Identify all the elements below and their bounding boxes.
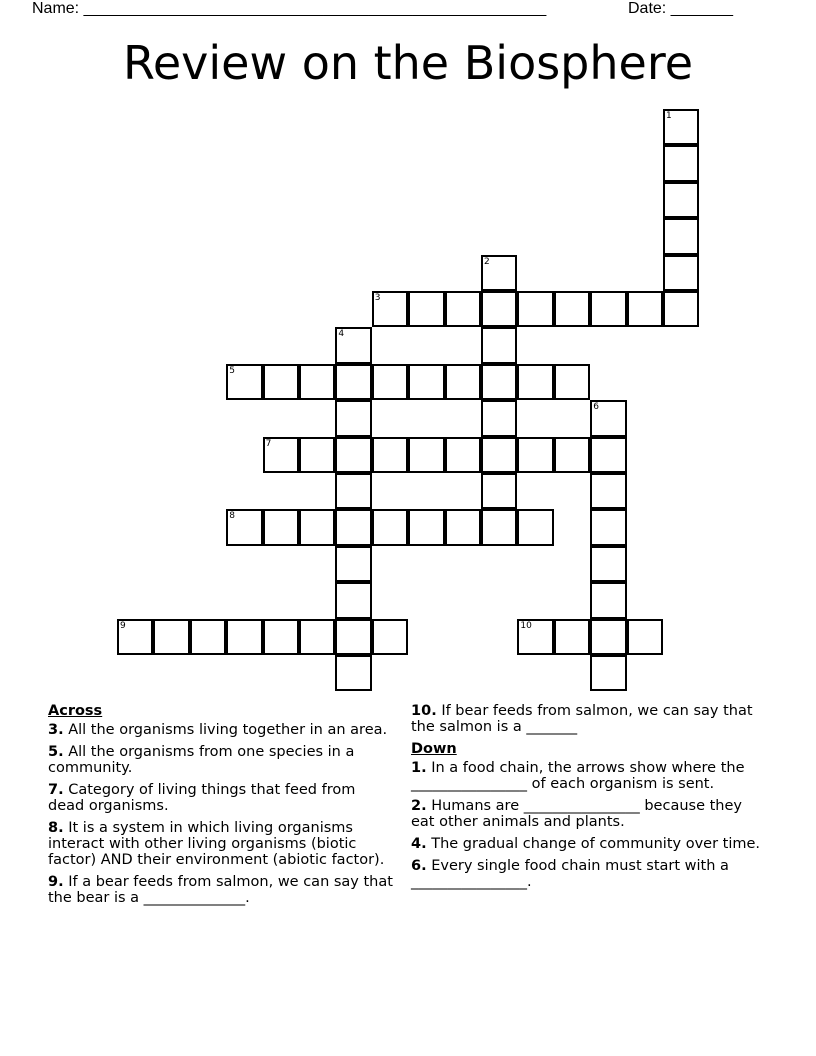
grid-cell[interactable] (627, 291, 663, 327)
grid-cell[interactable] (299, 437, 335, 473)
grid-cell[interactable] (554, 619, 590, 655)
grid-cell[interactable] (663, 182, 699, 218)
clue-down-2: 2. Humans are ________________ because they eat other animals and plants. (411, 798, 742, 830)
grid-cell[interactable] (117, 619, 153, 655)
down-heading: Down (411, 741, 457, 757)
clue-text: All the organisms living together in an area. (68, 722, 388, 738)
grid-cell[interactable] (517, 437, 553, 473)
grid-cell[interactable] (335, 509, 371, 545)
grid-cell[interactable] (554, 291, 590, 327)
clue-number: 2 (411, 798, 422, 814)
grid-cell[interactable] (517, 364, 553, 400)
cell-number: 8 (229, 511, 235, 522)
clue-down-4: 4. The gradual change of community over time. (411, 836, 761, 852)
grid-cell[interactable] (481, 327, 517, 363)
grid-cell[interactable] (408, 437, 444, 473)
cell-number: 2 (484, 256, 490, 267)
grid-cell[interactable] (372, 364, 408, 400)
cell-number: 7 (265, 438, 272, 449)
grid-cell[interactable] (335, 546, 371, 582)
clue-across-9: 9. If a bear feeds from salmon, we can say that the bear is a ______________. (48, 874, 393, 906)
grid-cell[interactable] (663, 145, 699, 181)
grid-cell[interactable] (263, 619, 299, 655)
grid-cell[interactable] (226, 364, 262, 400)
grid-cell[interactable] (299, 619, 335, 655)
grid-cell[interactable] (226, 509, 262, 545)
clue-across-7: 7. Category of living things that feed from dead organisms. (48, 782, 356, 814)
clue-number: 1 (411, 760, 422, 776)
grid-cell[interactable] (190, 619, 226, 655)
clue-text: It is a system in which living organisms interact with other living organisms (biotic factor) AND their environment (abiotic factor). (48, 820, 385, 868)
cell-number: 4 (338, 329, 345, 340)
grid-cell[interactable] (481, 255, 517, 291)
grid-cell[interactable] (590, 546, 626, 582)
grid-cell[interactable] (517, 291, 553, 327)
grid-cell[interactable] (554, 364, 590, 400)
clue-number: 8 (48, 820, 59, 836)
grid-cell[interactable] (408, 364, 444, 400)
grid-cell[interactable] (481, 400, 517, 436)
grid-cell[interactable] (590, 582, 626, 618)
clue-number: 9 (48, 874, 59, 890)
grid-cell[interactable] (663, 291, 699, 327)
grid-cell[interactable] (372, 509, 408, 545)
grid-cell[interactable] (517, 619, 553, 655)
grid-cell[interactable] (335, 327, 371, 363)
grid-cell[interactable] (481, 473, 517, 509)
cell-number: 10 (520, 620, 532, 631)
grid-cell[interactable] (481, 437, 517, 473)
across-clues (48, 703, 393, 912)
grid-cell[interactable] (153, 619, 189, 655)
grid-cell[interactable] (590, 400, 626, 436)
grid-cell[interactable] (590, 655, 626, 691)
grid-cell[interactable] (627, 619, 663, 655)
grid-cell[interactable] (408, 509, 444, 545)
grid-cell[interactable] (372, 291, 408, 327)
clue-number: 4 (411, 836, 422, 852)
grid-cell[interactable] (590, 291, 626, 327)
grid-cell[interactable] (335, 437, 371, 473)
clue-number: 5 (48, 744, 59, 760)
grid-cell[interactable] (372, 619, 408, 655)
cell-number: 9 (120, 620, 126, 631)
grid-cell[interactable] (335, 364, 371, 400)
grid-cell[interactable] (590, 619, 626, 655)
name-field[interactable]: Name: ____________________________________________________ (32, 0, 547, 17)
grid-cell[interactable] (481, 364, 517, 400)
page-title: Review on the Biosphere (122, 36, 694, 90)
cell-number: 1 (666, 111, 672, 121)
cell-number: 3 (374, 293, 381, 303)
clue-across-5: 5. All the organisms from one species in a community. (48, 744, 355, 776)
clue-text: In a food chain, the arrows show where the ________________ of each organism is sent. (411, 760, 745, 792)
clue-number: 10 (411, 703, 432, 719)
clue-text: If bear feeds from salmon, we can say that the salmon is a _______ (411, 703, 753, 735)
clue-text: All the organisms from one species in a community. (48, 744, 355, 776)
grid-cell[interactable] (335, 473, 371, 509)
cell-number: 5 (229, 365, 235, 376)
cell-number: 6 (593, 402, 599, 413)
clue-down-6: 6. Every single food chain must start with a ________________. (411, 858, 729, 890)
clue-down-1: 1. In a food chain, the arrows show where the ________________ of each organism is sent. (411, 760, 745, 792)
grid-cell[interactable] (263, 437, 299, 473)
date-field[interactable]: Date: _______ (628, 0, 733, 17)
right-clues (411, 703, 761, 896)
grid-cell[interactable] (226, 619, 262, 655)
grid-cell[interactable] (408, 291, 444, 327)
grid-cell[interactable] (554, 437, 590, 473)
clue-across-3: 3. All the organisms living together in an area. (48, 722, 388, 738)
grid-cell[interactable] (590, 473, 626, 509)
clue-across-8: 8. It is a system in which living organisms interact with other living organisms (biotic factor) AND their environment (abiotic factor). (48, 820, 385, 868)
grid-cell[interactable] (335, 400, 371, 436)
grid-cell[interactable] (445, 364, 481, 400)
grid-cell[interactable] (263, 509, 299, 545)
grid-cell[interactable] (445, 291, 481, 327)
grid-cell[interactable] (663, 255, 699, 291)
grid-cell[interactable] (663, 218, 699, 254)
grid-cell[interactable] (663, 109, 699, 145)
clue-text: If a bear feeds from salmon, we can say that the bear is a ______________. (48, 874, 393, 906)
clue-number: 7 (48, 782, 59, 798)
grid-cell[interactable] (299, 364, 335, 400)
grid-cell[interactable] (263, 364, 299, 400)
clue-text: Every single food chain must start with a ________________. (411, 858, 729, 890)
clue-number: 6 (411, 858, 422, 874)
grid-cell[interactable] (335, 619, 371, 655)
clue-number: 3 (48, 722, 59, 738)
grid-cell[interactable] (590, 509, 626, 545)
clue-text: Category of living things that feed from dead organisms. (48, 782, 356, 814)
grid-cell[interactable] (372, 437, 408, 473)
grid-cell[interactable] (335, 655, 371, 691)
grid-cell[interactable] (445, 509, 481, 545)
grid-cell[interactable] (590, 437, 626, 473)
clue-text: The gradual change of community over time. (431, 836, 761, 852)
grid-cell[interactable] (299, 509, 335, 545)
across-heading: Across (48, 703, 103, 719)
clue-across-10: 10. If bear feeds from salmon, we can say that the salmon is a _______ (411, 703, 753, 735)
clue-text: Humans are ________________ because they eat other animals and plants. (411, 798, 742, 830)
grid-cell[interactable] (335, 582, 371, 618)
grid-cell[interactable] (481, 509, 517, 545)
grid-cell[interactable] (481, 291, 517, 327)
grid-cell[interactable] (517, 509, 553, 545)
grid-cell[interactable] (445, 437, 481, 473)
